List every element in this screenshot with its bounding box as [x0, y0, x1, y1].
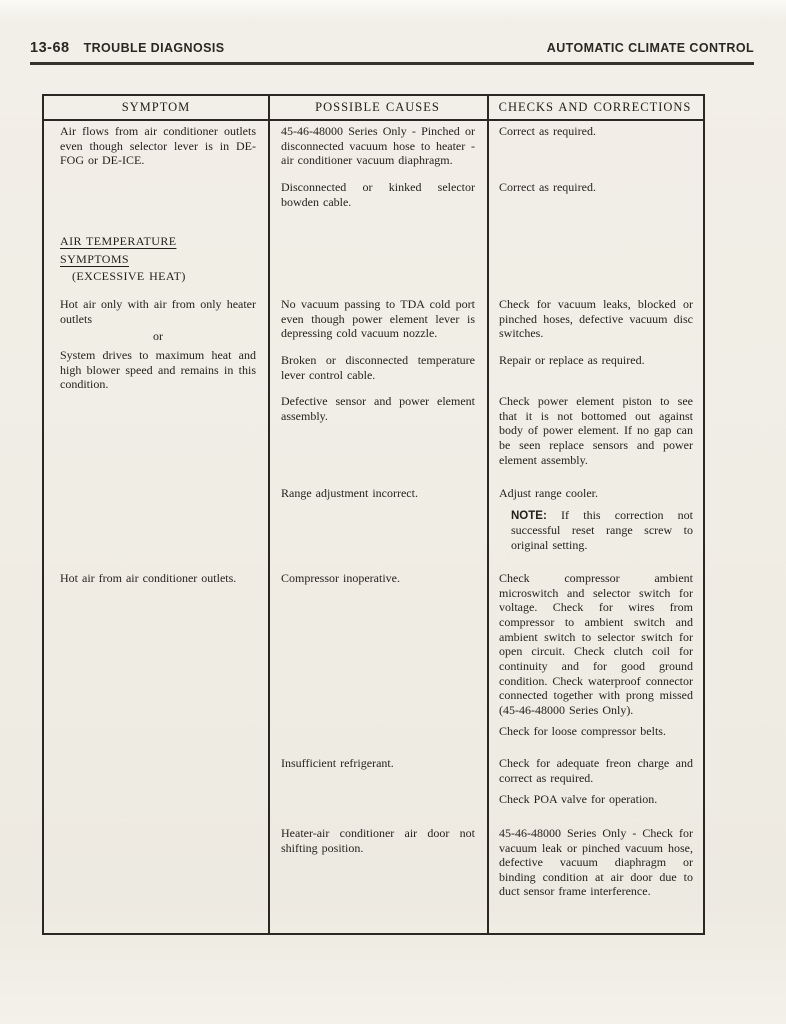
header-divider [44, 119, 703, 121]
note-label: NOTE: [511, 509, 547, 522]
cause-cell [268, 119, 487, 175]
check-cell [487, 814, 703, 906]
check-text: Check for adequate freon charge and correct as required. [499, 756, 693, 785]
check-text: Check power element piston to see that it is not bottomed out against body of power element. If no gap can be seen replace sensors and power element assembly. [499, 394, 693, 467]
check-text: Adjust range cooler. [499, 486, 598, 501]
symptom-cell [44, 287, 268, 559]
column-header-possible-causes: POSSIBLE CAUSES [315, 99, 440, 114]
symptom-cell [44, 559, 268, 906]
check-text: Correct as required. [499, 179, 596, 194]
page-number: 13-68 [30, 40, 70, 56]
check-cell [487, 559, 703, 746]
column-header-symptom: SYMPTOM [121, 99, 191, 114]
cause-text: Range adjustment incorrect. [281, 486, 418, 501]
check-text: 45-46-48000 Series Only - Check for vacuum leak or pinched vacuum hose, defective vacuum diaphragm or binding condition at air door due to duct sensor frame interference. [499, 825, 693, 899]
section-title: TROUBLE DIAGNOSIS [83, 41, 225, 55]
section-heading-line [60, 234, 256, 249]
section-heading [44, 216, 268, 287]
symptom-text: Air flows from air conditioner outlets even though selector lever is in DE-FOG or DE-ICE. [60, 124, 256, 168]
cause-cell [268, 389, 487, 474]
check-text: Check for vacuum leaks, blocked or pinched hoses, defective vacuum disc switches. [499, 297, 693, 341]
cause-text: Insufficient refrigerant. [281, 756, 394, 771]
cause-cell [268, 474, 487, 559]
symptom-or-text: or [153, 329, 163, 344]
symptom-text: System drives to maximum heat and high blower speed and remains in this condition. [60, 347, 256, 392]
section-heading-text: (EXCESSIVE HEAT) [72, 269, 186, 284]
check-cell [487, 474, 703, 559]
check-cell [487, 348, 703, 389]
column-divider [268, 96, 270, 933]
section-heading-text: AIR TEMPERATURE [60, 234, 177, 249]
page-header [30, 40, 754, 60]
check-text: Check compressor ambient microswitch and selector switch for voltage. Check for wires from compressor to ambient switch and ambient switch to selector switch for open circuit. Check clutch coil for continuity and for good ground condition. Check waterproof connector connected together with prong missed (45-46-48000 Series Only). [499, 571, 693, 717]
note-text: If this correction not successful reset range screw to original setting. [511, 507, 693, 552]
cause-text: Compressor inoperative. [281, 571, 400, 586]
cause-text: Heater-air conditioner air door not shifting position. [281, 825, 475, 855]
check-cell [487, 287, 703, 348]
section-heading-line [60, 252, 256, 267]
header-rule [30, 62, 754, 65]
cause-text: 45-46-48000 Series Only - Pinched or disconnected vacuum hose to heater - air conditioner vacuum diaphragm. [281, 124, 475, 168]
check-cell [487, 175, 703, 216]
check-cell [487, 119, 703, 175]
section-heading-text: SYMPTOMS [60, 251, 130, 266]
cause-cell [268, 348, 487, 389]
symptom-cell [44, 119, 268, 216]
chapter-title: AUTOMATIC CLIMATE CONTROL [546, 41, 754, 55]
symptom-text: Hot air from air conditioner outlets. [60, 571, 237, 586]
check-text: Check POA valve for operation. [499, 792, 658, 807]
check-text: Correct as required. [499, 124, 596, 138]
cause-text: Broken or disconnected temperature lever control cable. [281, 352, 475, 382]
cause-cell [268, 746, 487, 814]
cause-text: Disconnected or kinked selector bowden cable. [281, 179, 475, 209]
cause-cell [268, 814, 487, 906]
page-header-left [30, 40, 224, 56]
check-text: Repair or replace as required. [499, 352, 645, 367]
symptom-text: Hot air only with air from only heater outlets [60, 297, 256, 326]
note-paragraph [499, 508, 693, 552]
check-cell [487, 389, 703, 474]
check-text: Check for loose compressor belts. [499, 724, 666, 739]
section-heading-line [60, 269, 256, 284]
cause-cell [268, 559, 487, 746]
cause-text: Defective sensor and power element assembly. [281, 394, 475, 423]
cause-cell [268, 287, 487, 348]
trouble-diagnosis-table [42, 94, 705, 935]
cause-cell [268, 175, 487, 216]
column-header-checks-corrections: CHECKS AND CORRECTIONS [498, 99, 692, 114]
cause-text: No vacuum passing to TDA cold port even though power element lever is depressing cold vacuum nozzle. [281, 297, 475, 341]
check-cell [487, 746, 703, 814]
column-divider [487, 96, 489, 933]
